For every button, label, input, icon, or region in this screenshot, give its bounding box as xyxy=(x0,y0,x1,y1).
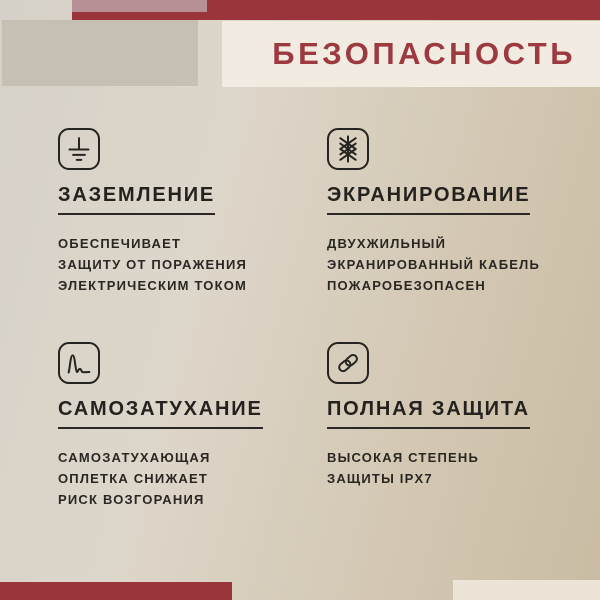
feature-line: ЗАЩИТУ ОТ ПОРАЖЕНИЯ xyxy=(58,257,248,272)
feature-description xyxy=(327,233,540,296)
damped-wave-icon-glyph xyxy=(60,342,98,384)
ground-icon-glyph xyxy=(60,128,98,170)
feature-line: ЭКРАНИРОВАННЫЙ КАБЕЛЬ xyxy=(327,257,541,272)
chain-link-icon-glyph xyxy=(329,342,367,384)
feature-line: РИСК ВОЗГОРАНИЯ xyxy=(58,492,205,507)
damped-wave-icon xyxy=(58,342,100,384)
cream-bottom-rect xyxy=(453,580,600,600)
feature-line: САМОЗАТУХАЮЩАЯ xyxy=(58,450,211,465)
feature-line: ДВУХЖИЛЬНЫЙ xyxy=(327,236,447,251)
title-box xyxy=(222,21,600,87)
feature-description xyxy=(58,447,211,510)
red-bottom-bar xyxy=(0,582,232,600)
feature-line: ЗАЩИТЫ IPX7 xyxy=(327,471,433,486)
page-title: БЕЗОПАСНОСТЬ xyxy=(272,36,576,71)
braided-shield-icon xyxy=(327,128,369,170)
chain-link-icon xyxy=(327,342,369,384)
feature-self-extinguishing xyxy=(58,342,316,542)
feature-line: ОБЕСПЕЧИВАЕТ xyxy=(58,236,182,251)
ground-icon xyxy=(58,128,100,170)
feature-title: САМОЗАТУХАНИЕ xyxy=(58,399,263,429)
feature-title: ПОЛНАЯ ЗАЩИТА xyxy=(327,399,530,429)
feature-line: ЭЛЕКТРИЧЕСКИМ ТОКОМ xyxy=(58,278,248,293)
feature-title: ЭКРАНИРОВАНИЕ xyxy=(327,185,530,215)
red-top-bar-left xyxy=(72,12,207,20)
feature-description xyxy=(327,447,479,489)
feature-line: ПОЖАРОБЕЗОПАСЕН xyxy=(327,278,486,293)
feature-line: ОПЛЕТКА СНИЖАЕТ xyxy=(58,471,208,486)
feature-line: ВЫСОКАЯ СТЕПЕНЬ xyxy=(327,450,479,465)
feature-grounding xyxy=(58,128,316,328)
gray-accent-rect xyxy=(2,20,198,86)
red-top-bar xyxy=(207,0,600,20)
feature-full-protection xyxy=(327,342,600,542)
feature-description xyxy=(58,233,247,296)
feature-title: ЗАЗЕМЛЕНИЕ xyxy=(58,185,215,215)
feature-shielding xyxy=(327,128,600,328)
braided-shield-icon-glyph xyxy=(329,128,367,170)
pink-accent-bar xyxy=(72,0,207,12)
